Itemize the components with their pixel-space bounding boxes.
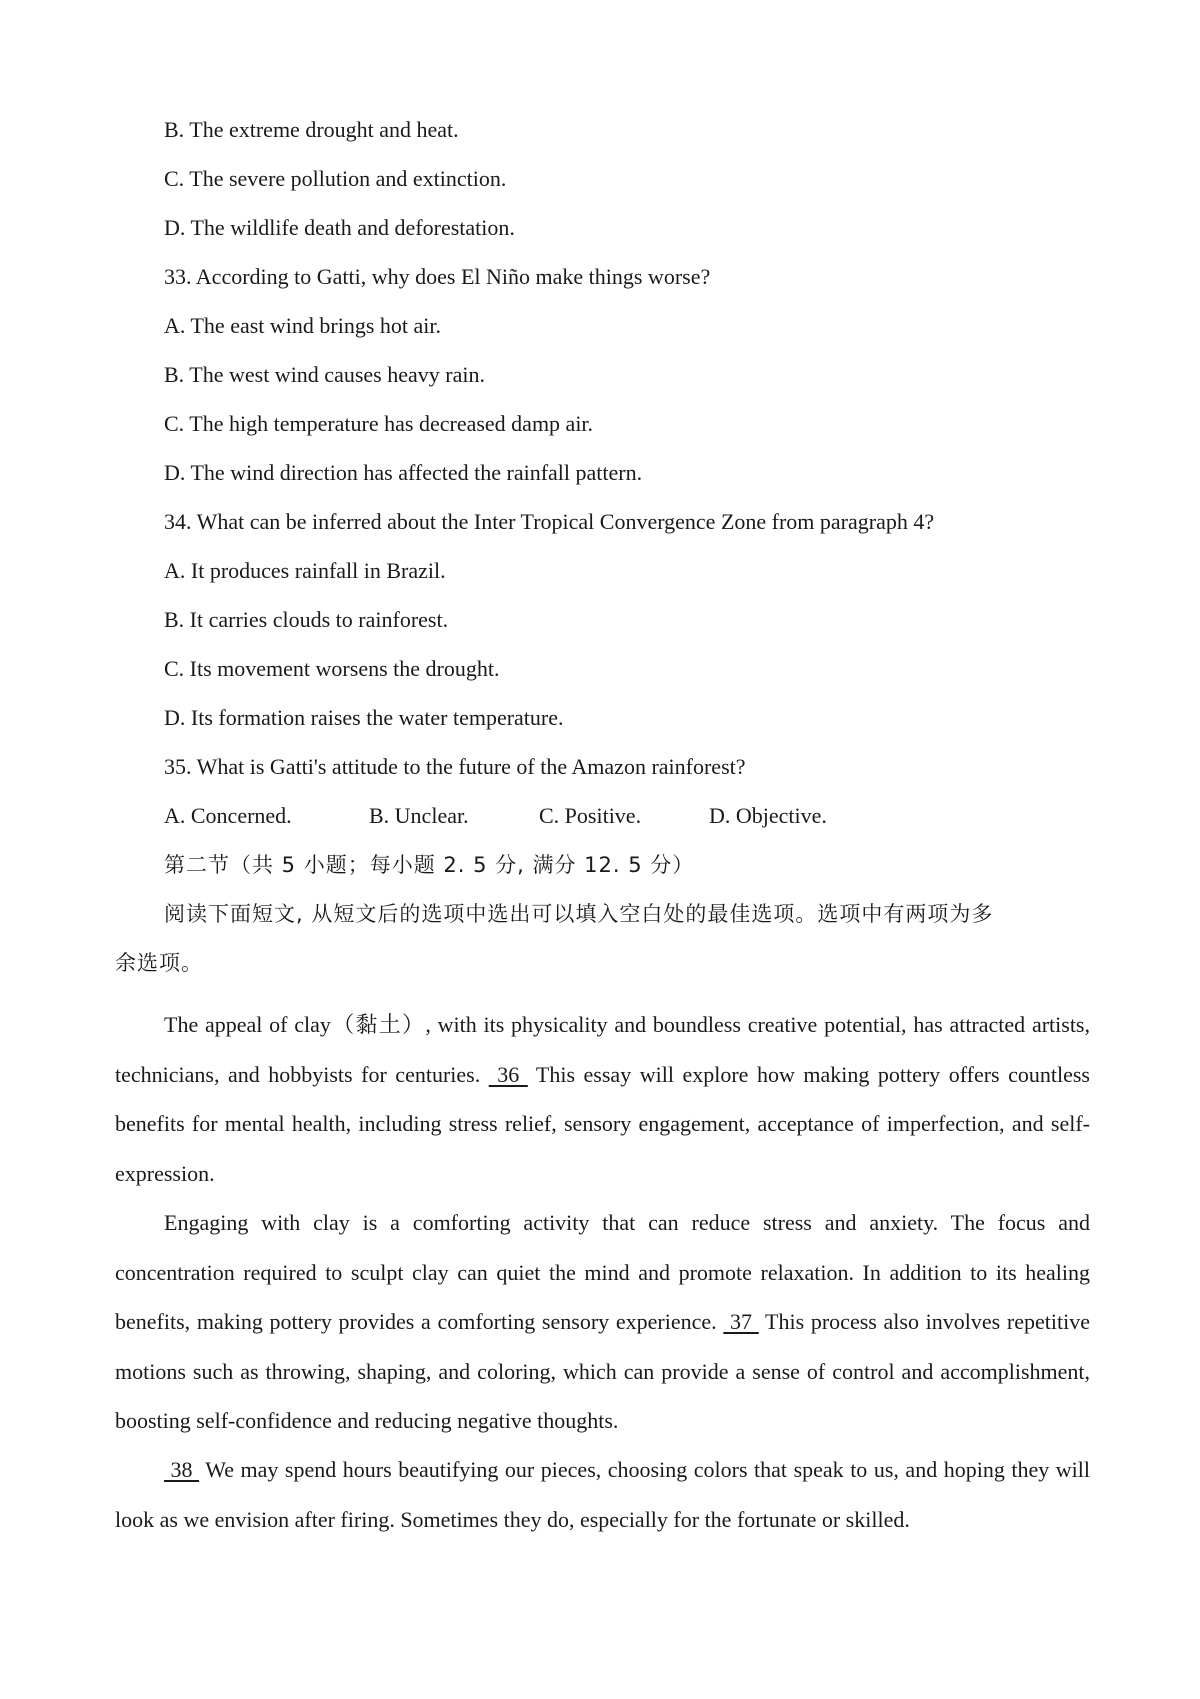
section2-instruction-line2: 余选项。 (115, 951, 203, 975)
p1-text-after: This essay will explore how making pottery offers countless benefits for mental health, including stress relief, sensory engagement, acceptance of imperfection, and self-expression. (115, 1061, 1090, 1186)
q32-option-b: B. The extreme drought and heat. (164, 117, 459, 142)
p2-text-before: Engaging with clay is a comforting activity that can reduce stress and anxiety. The focus and concentration required to sculpt clay can quiet the mind and promote relaxation. In addition to its healing benefits, making pottery provides a comforting sensory experience. (115, 1210, 1090, 1334)
section2-heading: 第二节（共 5 小题；每小题 2. 5 分, 满分 12. 5 分） (164, 853, 695, 877)
p2-text-after: This process also involves repetitive motions such as throwing, shaping, and coloring, which can provide a sense of control and accomplishment, boosting self-confidence and reducing negative thoughts. (115, 1309, 1090, 1433)
passage-paragraph-2 (115, 1198, 1090, 1446)
blank-36: 36 (488, 1061, 528, 1087)
blank-37: 37 (723, 1309, 759, 1334)
section2-instruction-line1: 阅读下面短文, 从短文后的选项中选出可以填入空白处的最佳选项。选项中有两项为多 (164, 902, 994, 926)
p3-text-after: We may spend hours beautifying our pieces, choosing colors that speak to us, and hoping they will look as we envision after firing. Sometimes they do, especially for the fortunate or skilled. (115, 1457, 1091, 1532)
blank-38: 38 (164, 1457, 200, 1482)
q33-option-b: B. The west wind causes heavy rain. (164, 362, 485, 387)
q33-option-a: A. The east wind brings hot air. (164, 313, 441, 338)
q35-options-row (164, 803, 827, 829)
q32-option-d: D. The wildlife death and deforestation. (164, 215, 515, 240)
q34-option-c: C. Its movement worsens the drought. (164, 656, 500, 681)
passage-paragraph-3 (115, 1445, 1090, 1544)
q33-option-d: D. The wind direction has affected the rainfall pattern. (164, 460, 643, 485)
q33-option-c: C. The high temperature has decreased damp air. (164, 411, 594, 436)
q34-option-d: D. Its formation raises the water temperature. (164, 705, 564, 730)
q34-option-a: A. It produces rainfall in Brazil. (164, 558, 446, 583)
q35-question: 35. What is Gatti's attitude to the future of the Amazon rainforest? (164, 754, 746, 779)
q34-option-b: B. It carries clouds to rainforest. (164, 607, 449, 632)
passage-paragraph-1 (115, 1000, 1090, 1198)
q32-option-c: C. The severe pollution and extinction. (164, 166, 507, 191)
q35-option-b: B. Unclear. (369, 803, 469, 828)
q34-question: 34. What can be inferred about the Inter Tropical Convergence Zone from paragraph 4? (164, 509, 935, 534)
p1-text-before: The appeal of clay（黏土）, with its physicality and boundless creative potential, has attracted artists, technicians, and hobbyists for centuries. (115, 1012, 1090, 1087)
q33-question: 33. According to Gatti, why does El Niño make things worse? (164, 264, 711, 289)
q35-option-d: D. Objective. (709, 803, 827, 828)
q35-option-a: A. Concerned. (164, 803, 292, 828)
q35-option-c: C. Positive. (539, 803, 642, 828)
